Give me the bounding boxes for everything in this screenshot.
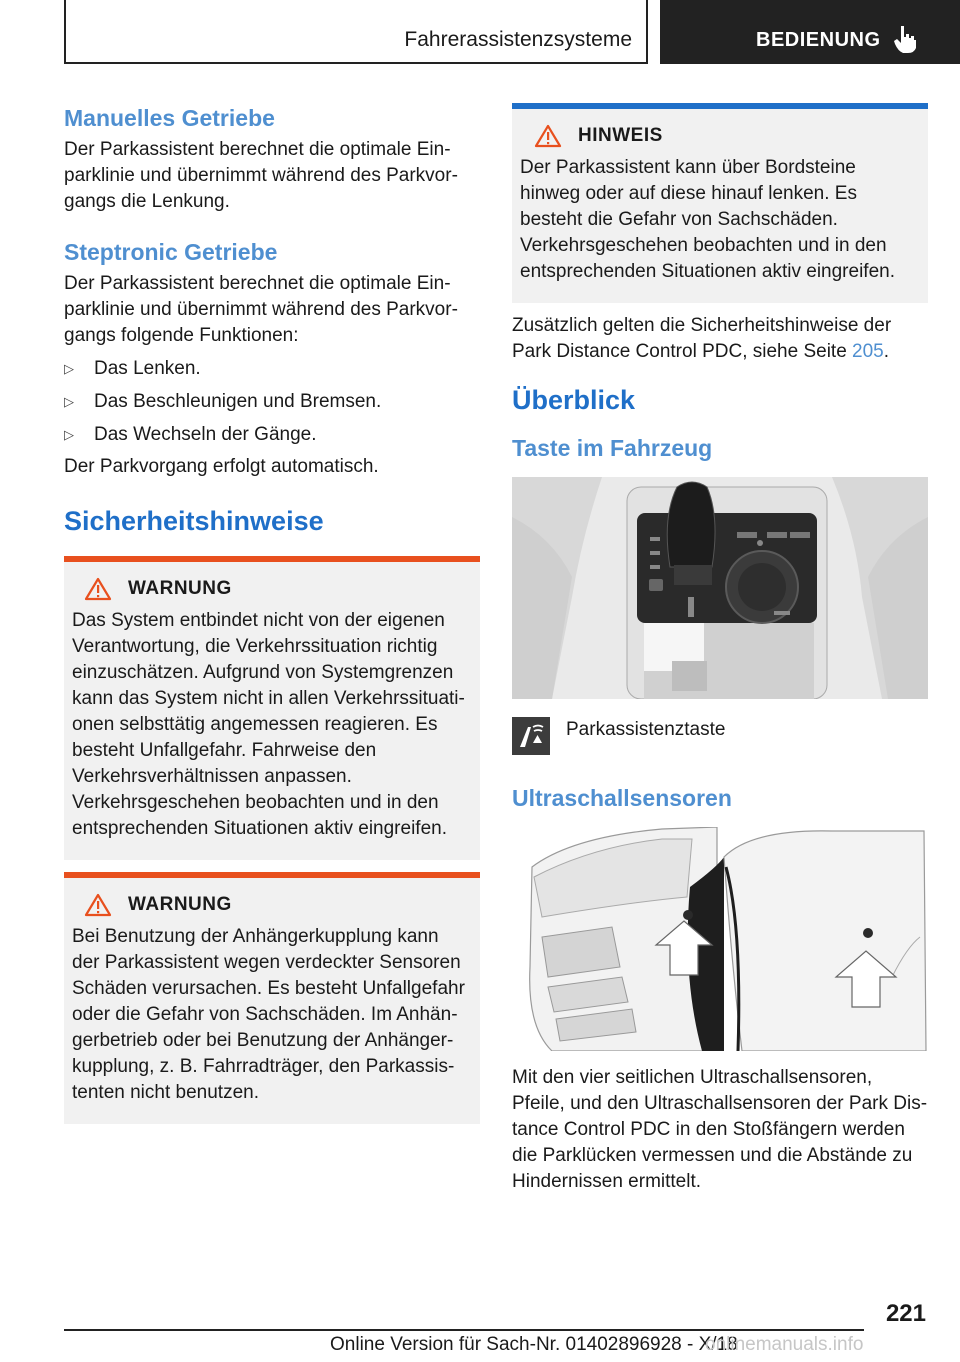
hint-text: Der Parkassistent kann über Bordsteine hinweg oder auf diese hinauf lenken. Es besteht die Gefahr von Sachschäden. Verkehrsgeschehen beobachten und in den entsprechenden Situationen aktiv eingreifen. [520, 157, 895, 282]
button-heading: Taste im Fahrzeug [512, 435, 713, 461]
sensors-text: Mit den vier seitlichen Ultraschallsensoren, Pfeile, und den Ultraschallsensoren der Park Distance Control PDC in den Stoßfängern werden die Parklücken vermessen und die Abstände zu Hindernissen ermittelt. [512, 1067, 928, 1192]
watermark-site: onlinemanuals.info [705, 1334, 864, 1355]
sensors-heading: Ultraschallsensoren [512, 785, 732, 811]
list-item: ▷ Das Lenken. [64, 356, 480, 382]
button-caption: Parkassistenztaste [566, 719, 726, 740]
warning-triangle-icon [534, 124, 562, 148]
page-reference-link[interactable]: 205 [852, 341, 884, 362]
manual-gearbox-text: Der Parkassistent berechnet die optimale Einparklinie und übernimmt während des Parkvorgangs die Lenkung. [64, 139, 458, 212]
left-column [64, 100, 480, 1124]
list-item: ▷ Das Wechseln der Gänge. [64, 422, 480, 448]
chapter-title: BEDIENUNG [756, 29, 881, 51]
button-caption-row [512, 717, 928, 755]
warning-box-1 [64, 556, 480, 860]
sensors-image [512, 827, 928, 1051]
warning-triangle-icon [84, 577, 112, 601]
overview-heading: Überblick [512, 385, 636, 415]
right-column [512, 100, 928, 1195]
warning-triangle-icon [84, 893, 112, 917]
triangle-bullet-icon: ▷ [64, 394, 74, 409]
triangle-bullet-icon: ▷ [64, 361, 74, 376]
steptronic-heading: Steptronic Getriebe [64, 239, 278, 265]
list-item: ▷ Das Beschleunigen und Bremsen. [64, 389, 480, 415]
hand-pointer-icon [892, 24, 918, 54]
automatic-text: Der Parkvorgang erfolgt automatisch. [64, 456, 379, 477]
footer-divider [64, 1329, 864, 1331]
hint-box [512, 103, 928, 303]
page-number: 221 [885, 1300, 926, 1327]
steptronic-text: Der Parkassistent berechnet die optimale Einparklinie und übernimmt während des Parkvorgangs folgende Funktionen: [64, 273, 458, 346]
warning-title: WARNUNG [128, 894, 232, 915]
warning-text: Bei Benutzung der Anhängerkupplung kann der Parkassistent wegen verdeckter Sensoren Schäden verursachen. Es besteht Unfallgefahr oder die Gefahr von Sachschäden. Im Anhängerbetrieb oder bei Benutzung der Anhängerkupplung, z. B. Fahrradträger, den Parkassistenten nicht benutzen. [72, 926, 465, 1103]
function-list [64, 356, 480, 448]
triangle-bullet-icon: ▷ [64, 427, 74, 442]
section-title: Fahrerassistenzsysteme [404, 28, 632, 51]
warning-title: WARNUNG [128, 578, 232, 599]
park-assist-icon [512, 717, 550, 755]
online-version-text: Online Version für Sach-Nr. 01402896928 - X/18 [330, 1334, 738, 1355]
safety-heading: Sicherheitshinweise [64, 506, 324, 536]
hint-title: HINWEIS [578, 125, 663, 146]
warning-text: Das System entbindet nicht von der eigenen Verantwortung, die Verkehrssituation richtig einzuschätzen. Aufgrund von Systemgrenzen kann das System nicht in allen Verkehrssituationen selbsttätig angemessen reagieren. Es besteht Unfallgefahr. Fahrweise den Verkehrsverhältnissen anpassen. Verkehrsgeschehen beobachten und in den entsprechenden Situationen aktiv eingreifen. [72, 610, 465, 839]
page-header [0, 0, 960, 68]
manual-gearbox-heading: Manuelles Getriebe [64, 105, 275, 131]
extra-safety-text: Zusätzlich gelten die Sicherheitshinweise der Park Distance Control PDC, siehe Seite 205. [512, 315, 892, 362]
console-image [512, 477, 928, 699]
chapter-tab [660, 0, 960, 64]
section-tab [64, 0, 648, 64]
warning-box-2 [64, 872, 480, 1124]
